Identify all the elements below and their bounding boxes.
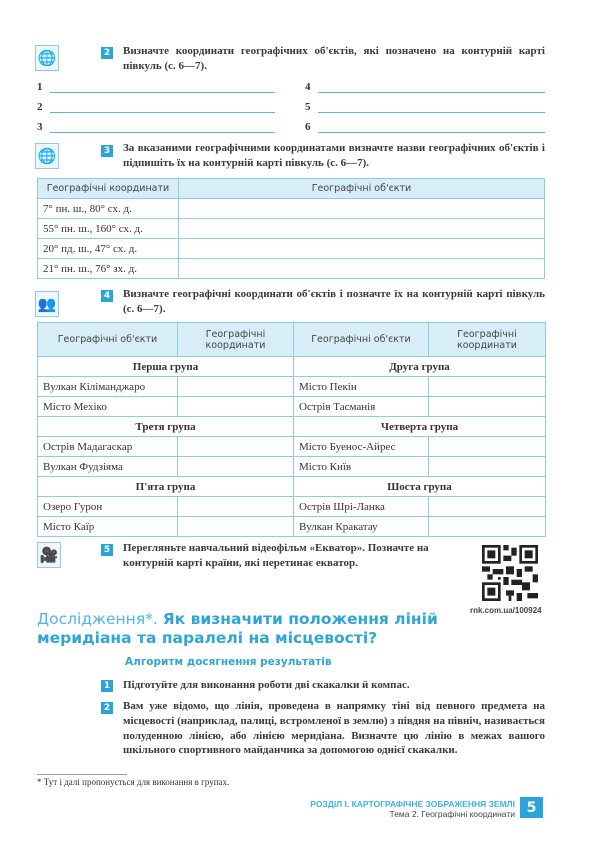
answer-line[interactable] <box>318 132 545 133</box>
answer-cell[interactable] <box>178 397 294 417</box>
answer-label: 5 <box>305 101 311 113</box>
table-header: Географічні координати <box>429 323 546 357</box>
object-cell: Острів Мадагаскар <box>38 437 178 457</box>
coordinate-cell: 21° пн. ш., 76° зх. д. <box>38 259 179 279</box>
coordinate-cell: 20° пд. ш., 47° сх. д. <box>38 239 179 259</box>
answer-cell[interactable] <box>429 457 546 477</box>
object-cell: Острів Шрі-Ланка <box>294 497 429 517</box>
table-row <box>38 377 546 397</box>
task-2-text: Визначте координати географічних об'єктів, які позначено на контурній карті півкуль (с. 6—7). <box>123 45 545 72</box>
step-number-badge: 2 <box>101 702 113 714</box>
object-cell: Острів Тасманія <box>294 397 429 417</box>
answer-line[interactable] <box>50 112 275 113</box>
research-title: Як визначити положення ліній меридіана та паралелі на місцевості? <box>37 610 438 647</box>
running-footer <box>310 799 515 819</box>
object-cell: Озеро Гурон <box>38 497 178 517</box>
group-title: Четверта група <box>294 417 546 437</box>
answer-cell[interactable] <box>429 437 546 457</box>
table-row <box>38 437 546 457</box>
answer-label: 2 <box>37 101 43 113</box>
table-row <box>38 397 546 417</box>
table-header: Географічні об'єкти <box>294 323 429 357</box>
answer-line[interactable] <box>318 112 545 113</box>
object-cell: Місто Київ <box>294 457 429 477</box>
table-row <box>38 239 545 259</box>
answer-cell[interactable] <box>429 377 546 397</box>
object-cell: Місто Каїр <box>38 517 178 537</box>
algorithm-subtitle: Алгоритм досягнення результатів <box>125 656 332 668</box>
qr-url[interactable]: rnk.com.ua/100924 <box>470 606 542 615</box>
answer-cell[interactable] <box>429 397 546 417</box>
group-title: Шоста група <box>294 477 546 497</box>
table-row <box>38 517 546 537</box>
answer-cell[interactable] <box>178 497 294 517</box>
group-title: Перша група <box>38 357 294 377</box>
answer-cell[interactable] <box>179 199 545 219</box>
table-row <box>38 219 545 239</box>
object-cell: Вулкан Кракатау <box>294 517 429 537</box>
table-header: Географічні об'єкти <box>38 323 178 357</box>
footnote-divider <box>37 774 127 775</box>
table-header: Географічні координати <box>38 179 179 199</box>
table-row <box>38 457 546 477</box>
footnote: * Тут і далі пропонується для виконання в групах. <box>37 777 230 787</box>
answer-cell[interactable] <box>429 497 546 517</box>
answer-line[interactable] <box>50 92 275 93</box>
task-4-text: Визначте географічні координати об'єктів і позначте їх на контурній карті півкуль (с. 6—7). <box>123 288 545 315</box>
answer-cell[interactable] <box>178 377 294 397</box>
answer-label: 3 <box>37 121 43 133</box>
answer-cell[interactable] <box>179 239 545 259</box>
answer-cell[interactable] <box>429 517 546 537</box>
answer-label: 6 <box>305 121 311 133</box>
object-cell: Вулкан Кіліманджаро <box>38 377 178 397</box>
table-row <box>38 259 545 279</box>
object-cell: Місто Буенос-Айрес <box>294 437 429 457</box>
section-title: РОЗДІЛ I. КАРТОГРАФІЧНЕ ЗОБРАЖЕННЯ ЗЕМЛІ <box>310 799 515 809</box>
task-number-badge: 5 <box>101 544 113 556</box>
answer-cell[interactable] <box>178 437 294 457</box>
answer-cell[interactable] <box>178 457 294 477</box>
answer-cell[interactable] <box>179 219 545 239</box>
table-header: Географічні об'єкти <box>179 179 545 199</box>
answer-line[interactable] <box>50 132 275 133</box>
table-header: Географічні координати <box>178 323 294 357</box>
table-row <box>38 497 546 517</box>
qr-code[interactable] <box>482 545 538 601</box>
step-1-text: Підготуйте для виконання роботи дві скакалки й компас. <box>123 679 410 691</box>
coordinate-cell: 7° пн. ш., 80° сх. д. <box>38 199 179 219</box>
topic-title: Тема 2. Географічні координати <box>389 809 515 819</box>
answer-line[interactable] <box>318 92 545 93</box>
task-3-text: За вказаними географічними координатами визначте назви географічних об'єктів і підпишіть їх на контурній карті півкуль (с. 6—7). <box>123 142 545 169</box>
task-5-text: Перегляньте навчальний відеофільм «Екватор». Позначте на контурній карті країни, які перетинає екватор. <box>123 542 429 569</box>
answer-cell[interactable] <box>179 259 545 279</box>
answer-label: 4 <box>305 81 311 93</box>
task-number-badge: 3 <box>101 145 113 157</box>
globe-icon: 🌐 <box>35 45 59 71</box>
table-row <box>38 199 545 219</box>
group-row <box>38 357 546 377</box>
research-heading <box>37 610 457 648</box>
globe-icon: 🌐 <box>35 143 59 169</box>
group-title: П'ята група <box>38 477 294 497</box>
object-cell: Вулкан Фудзіяма <box>38 457 178 477</box>
research-mark: *. <box>145 610 158 628</box>
object-cell: Місто Пекін <box>294 377 429 397</box>
video-camera-icon: 🎥 <box>37 542 61 568</box>
answer-label: 1 <box>37 81 43 93</box>
groups-table <box>37 322 546 537</box>
coordinate-cell: 55° пн. ш., 160° сх. д. <box>38 219 179 239</box>
step-2-text: Вам уже відомо, що лінія, проведена в напрямку тіні від певного предмета на місцевості (наприклад, палиці, встромленої в землю) з півдня на північ, називається полуденною лінією, або лінією меридіана. Визначте цю лінію в межах вашого шкільного спортивного майданчика за допомогою однієї скакалки. <box>123 700 545 757</box>
research-label: Дослідження <box>37 610 146 628</box>
group-row <box>38 477 546 497</box>
step-number-badge: 1 <box>101 680 113 692</box>
page-number: 5 <box>520 797 543 818</box>
group-work-icon: 👥 <box>35 291 59 317</box>
group-title: Третя група <box>38 417 294 437</box>
task-number-badge: 4 <box>101 290 113 302</box>
group-row <box>38 417 546 437</box>
task-number-badge: 2 <box>101 47 113 59</box>
coordinates-table <box>37 178 545 279</box>
object-cell: Місто Мехіко <box>38 397 178 417</box>
group-title: Друга група <box>294 357 546 377</box>
answer-cell[interactable] <box>178 517 294 537</box>
